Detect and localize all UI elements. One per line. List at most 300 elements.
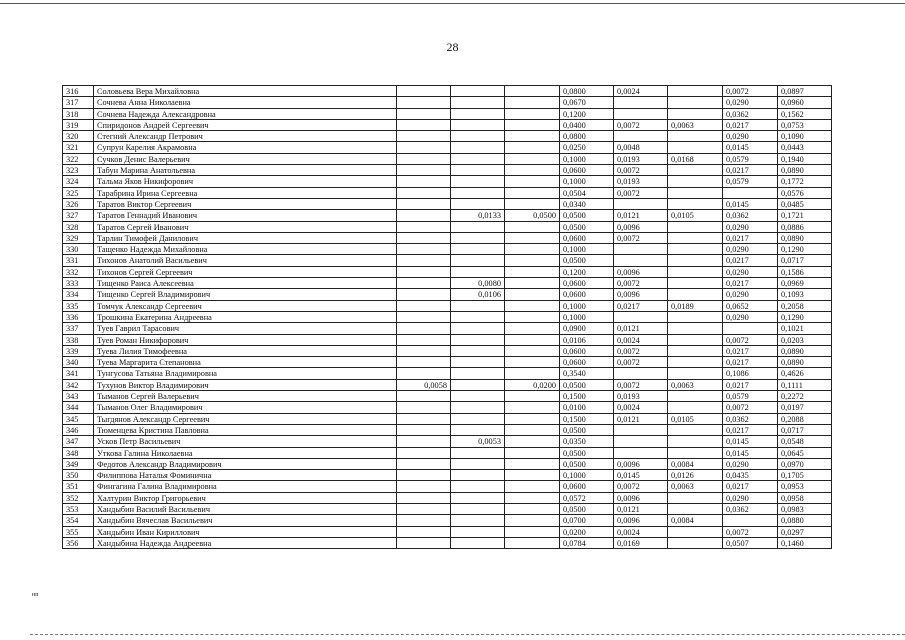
value-cell-col1: [397, 436, 451, 447]
full-name-cell: Соловьева Вера Михайловна: [94, 86, 397, 97]
full-name-cell: Тищенко Сергей Владимирович: [94, 289, 397, 300]
value-cell-col2: [451, 221, 505, 232]
value-cell-col2: [451, 323, 505, 334]
value-cell-col1: [397, 413, 451, 424]
full-name-cell: Тарабрина Ирина Сергеевна: [94, 187, 397, 198]
value-cell-col2: [451, 244, 505, 255]
value-cell-col3: [505, 266, 560, 277]
full-name-cell: Сочнева Надежда Александровна: [94, 108, 397, 119]
value-cell-col2: [451, 142, 505, 153]
table-row: [63, 119, 832, 130]
row-number-cell: 320: [63, 131, 94, 142]
value-cell-col6: [668, 221, 723, 232]
value-cell-col4: 0,1200: [560, 266, 614, 277]
value-cell-col6: [668, 391, 723, 402]
table-row: [63, 300, 832, 311]
total-cell: 0,2088: [778, 413, 832, 424]
value-cell-col7: 0,0290: [723, 221, 778, 232]
value-cell-col3: [505, 232, 560, 243]
value-cell-col5: 0,0096: [614, 266, 668, 277]
value-cell-col2: [451, 391, 505, 402]
value-cell-col1: [397, 131, 451, 142]
value-cell-col1: [397, 368, 451, 379]
full-name-cell: Табун Марина Анатольевна: [94, 165, 397, 176]
table-row: [63, 447, 832, 458]
full-name-cell: Сочнева Анна Николаевна: [94, 97, 397, 108]
table-row: [63, 436, 832, 447]
value-cell-col1: [397, 391, 451, 402]
value-cell-col5: 0,0096: [614, 492, 668, 503]
value-cell-col6: [668, 131, 723, 142]
value-cell-col6: [668, 176, 723, 187]
footer-mark: нп: [32, 592, 39, 598]
value-cell-col3: [505, 413, 560, 424]
value-cell-col3: 0,0200: [505, 379, 560, 390]
value-cell-col7: 0,0217: [723, 119, 778, 130]
full-name-cell: Туева Лилия Тимофеевна: [94, 345, 397, 356]
row-number-cell: 316: [63, 86, 94, 97]
total-cell: 0,0197: [778, 402, 832, 413]
full-name-cell: Туев Гаврил Тарасович: [94, 323, 397, 334]
table-row: [63, 537, 832, 548]
row-number-cell: 346: [63, 424, 94, 435]
value-cell-col4: 0,1000: [560, 244, 614, 255]
value-cell-col2: [451, 402, 505, 413]
row-number-cell: 345: [63, 413, 94, 424]
value-cell-col7: [723, 515, 778, 526]
page-number: 28: [446, 40, 459, 54]
value-cell-col2: [451, 334, 505, 345]
row-number-cell: 348: [63, 447, 94, 458]
value-cell-col5: 0,0024: [614, 86, 668, 97]
row-number-cell: 332: [63, 266, 94, 277]
value-cell-col2: [451, 187, 505, 198]
value-cell-col6: 0,0084: [668, 515, 723, 526]
table-row: [63, 153, 832, 164]
row-number-cell: 336: [63, 311, 94, 322]
value-cell-col5: 0,0121: [614, 503, 668, 514]
value-cell-col4: 0,0800: [560, 86, 614, 97]
table-row: [63, 244, 832, 255]
value-cell-col6: [668, 357, 723, 368]
value-cell-col1: [397, 153, 451, 164]
total-cell: 0,1772: [778, 176, 832, 187]
value-cell-col2: [451, 97, 505, 108]
value-cell-col5: 0,0072: [614, 165, 668, 176]
full-name-cell: Фингагина Галина Владимировна: [94, 481, 397, 492]
value-cell-col4: 0,1500: [560, 413, 614, 424]
table-row: [63, 131, 832, 142]
full-name-cell: Филиппова Наталья Фоминична: [94, 470, 397, 481]
value-cell-col1: [397, 470, 451, 481]
table-row: [63, 503, 832, 514]
full-name-cell: Тыманов Сергей Валерьевич: [94, 391, 397, 402]
value-cell-col4: 0,0784: [560, 537, 614, 548]
value-cell-col1: [397, 86, 451, 97]
value-cell-col5: 0,0145: [614, 470, 668, 481]
total-cell: 0,1721: [778, 210, 832, 221]
total-cell: 0,4626: [778, 368, 832, 379]
row-number-cell: 330: [63, 244, 94, 255]
value-cell-col1: [397, 176, 451, 187]
value-cell-col1: [397, 97, 451, 108]
value-cell-col1: [397, 165, 451, 176]
value-cell-col4: 0,0900: [560, 323, 614, 334]
row-number-cell: 339: [63, 345, 94, 356]
value-cell-col2: [451, 503, 505, 514]
table-row: [63, 345, 832, 356]
value-cell-col4: 0,0504: [560, 187, 614, 198]
value-cell-col3: [505, 244, 560, 255]
total-cell: 0,1111: [778, 379, 832, 390]
value-cell-col3: [505, 97, 560, 108]
value-cell-col4: 0,0600: [560, 232, 614, 243]
full-name-cell: Таратов Виктор Сергеевич: [94, 198, 397, 209]
value-cell-col3: [505, 108, 560, 119]
value-cell-col6: 0,0168: [668, 153, 723, 164]
value-cell-col6: [668, 492, 723, 503]
value-cell-col7: [723, 323, 778, 334]
row-number-cell: 331: [63, 255, 94, 266]
value-cell-col4: 0,0572: [560, 492, 614, 503]
full-name-cell: Хандыбин Вячеслав Васильевич: [94, 515, 397, 526]
value-cell-col5: 0,0072: [614, 357, 668, 368]
table-row: [63, 402, 832, 413]
full-name-cell: Туева Маргарита Степановна: [94, 357, 397, 368]
total-cell: 0,0890: [778, 357, 832, 368]
value-cell-col3: [505, 492, 560, 503]
table-row: [63, 368, 832, 379]
value-cell-col6: 0,0189: [668, 300, 723, 311]
value-cell-col5: [614, 108, 668, 119]
value-cell-col7: 0,0290: [723, 266, 778, 277]
value-cell-col5: 0,0121: [614, 210, 668, 221]
value-cell-col2: [451, 255, 505, 266]
value-cell-col1: [397, 345, 451, 356]
value-cell-col6: [668, 142, 723, 153]
value-cell-col4: 0,0340: [560, 198, 614, 209]
table-row: [63, 391, 832, 402]
value-cell-col6: [668, 345, 723, 356]
table-row: [63, 97, 832, 108]
total-cell: 0,0958: [778, 492, 832, 503]
value-cell-col5: 0,0169: [614, 537, 668, 548]
value-cell-col7: 0,0290: [723, 492, 778, 503]
value-cell-col7: 0,0290: [723, 311, 778, 322]
total-cell: 0,2058: [778, 300, 832, 311]
total-cell: 0,0953: [778, 481, 832, 492]
value-cell-col1: [397, 481, 451, 492]
value-cell-col3: [505, 334, 560, 345]
value-cell-col7: 0,0217: [723, 255, 778, 266]
row-number-cell: 323: [63, 165, 94, 176]
value-cell-col7: 0,0290: [723, 289, 778, 300]
value-cell-col2: [451, 424, 505, 435]
value-cell-col3: [505, 368, 560, 379]
value-cell-col7: 0,0217: [723, 424, 778, 435]
value-cell-col5: [614, 131, 668, 142]
table-row: [63, 221, 832, 232]
value-cell-col5: 0,0024: [614, 402, 668, 413]
row-number-cell: 337: [63, 323, 94, 334]
full-name-cell: Хандыбина Надежда Андреевна: [94, 537, 397, 548]
value-cell-col7: 0,0579: [723, 153, 778, 164]
row-number-cell: 327: [63, 210, 94, 221]
row-number-cell: 319: [63, 119, 94, 130]
value-cell-col7: 0,0072: [723, 334, 778, 345]
row-number-cell: 321: [63, 142, 94, 153]
row-number-cell: 354: [63, 515, 94, 526]
value-cell-col1: [397, 198, 451, 209]
total-cell: 0,0203: [778, 334, 832, 345]
full-name-cell: Халтурин Виктор Григорьевич: [94, 492, 397, 503]
value-cell-col3: [505, 436, 560, 447]
value-cell-col1: [397, 187, 451, 198]
value-cell-col3: [505, 153, 560, 164]
row-number-cell: 351: [63, 481, 94, 492]
value-cell-col5: 0,0072: [614, 345, 668, 356]
value-cell-col1: [397, 458, 451, 469]
table-row: [63, 515, 832, 526]
data-table: [62, 85, 832, 549]
value-cell-col6: [668, 86, 723, 97]
table-row: [63, 108, 832, 119]
full-name-cell: Тыгдянов Александр Сергеевич: [94, 413, 397, 424]
value-cell-col7: 0,0217: [723, 278, 778, 289]
value-cell-col2: [451, 537, 505, 548]
table-row: [63, 357, 832, 368]
total-cell: 0,0897: [778, 86, 832, 97]
value-cell-col7: 0,0217: [723, 165, 778, 176]
value-cell-col3: [505, 357, 560, 368]
value-cell-col4: 0,0600: [560, 165, 614, 176]
total-cell: 0,0890: [778, 345, 832, 356]
row-number-cell: 347: [63, 436, 94, 447]
value-cell-col4: 0,0400: [560, 119, 614, 130]
total-cell: 0,1562: [778, 108, 832, 119]
value-cell-col1: [397, 503, 451, 514]
row-number-cell: 317: [63, 97, 94, 108]
total-cell: 0,0970: [778, 458, 832, 469]
value-cell-col2: [451, 447, 505, 458]
value-cell-col2: [451, 131, 505, 142]
value-cell-col4: 0,0670: [560, 97, 614, 108]
value-cell-col7: 0,0145: [723, 198, 778, 209]
value-cell-col4: 0,1000: [560, 153, 614, 164]
total-cell: 0,0548: [778, 436, 832, 447]
table-row: [63, 266, 832, 277]
row-number-cell: 338: [63, 334, 94, 345]
value-cell-col2: [451, 198, 505, 209]
value-cell-col3: [505, 187, 560, 198]
full-name-cell: Уткова Галина Николаевна: [94, 447, 397, 458]
total-cell: 0,1705: [778, 470, 832, 481]
value-cell-col6: [668, 278, 723, 289]
value-cell-col2: [451, 311, 505, 322]
table-row: [63, 323, 832, 334]
row-number-cell: 326: [63, 198, 94, 209]
value-cell-col6: [668, 97, 723, 108]
row-number-cell: 352: [63, 492, 94, 503]
full-name-cell: Тунгусова Татьяна Владимировна: [94, 368, 397, 379]
value-cell-col4: 0,0250: [560, 142, 614, 153]
full-name-cell: Супрун Карелия Акрамовна: [94, 142, 397, 153]
table-row: [63, 187, 832, 198]
value-cell-col5: 0,0096: [614, 221, 668, 232]
value-cell-col4: 0,0106: [560, 334, 614, 345]
value-cell-col1: 0,0058: [397, 379, 451, 390]
table-row: [63, 232, 832, 243]
row-number-cell: 341: [63, 368, 94, 379]
total-cell: 0,0983: [778, 503, 832, 514]
value-cell-col5: 0,0072: [614, 278, 668, 289]
value-cell-col7: 0,0290: [723, 97, 778, 108]
value-cell-col7: 0,0362: [723, 210, 778, 221]
total-cell: 0,1021: [778, 323, 832, 334]
row-number-cell: 318: [63, 108, 94, 119]
row-number-cell: 324: [63, 176, 94, 187]
table-row: [63, 142, 832, 153]
full-name-cell: Таратов Сергей Иванович: [94, 221, 397, 232]
value-cell-col4: 0,0600: [560, 357, 614, 368]
value-cell-col3: [505, 391, 560, 402]
value-cell-col3: [505, 165, 560, 176]
value-cell-col4: 0,1000: [560, 176, 614, 187]
value-cell-col2: [451, 458, 505, 469]
value-cell-col6: [668, 368, 723, 379]
full-name-cell: Усков Петр Васильевич: [94, 436, 397, 447]
value-cell-col4: 0,0600: [560, 345, 614, 356]
full-name-cell: Стегний Александр Петрович: [94, 131, 397, 142]
value-cell-col4: 0,0800: [560, 131, 614, 142]
row-number-cell: 356: [63, 537, 94, 548]
value-cell-col3: [505, 300, 560, 311]
total-cell: 0,1460: [778, 537, 832, 548]
value-cell-col1: [397, 357, 451, 368]
table-row: [63, 198, 832, 209]
value-cell-col4: 0,1000: [560, 311, 614, 322]
full-name-cell: Тихонов Сергей Сергеевич: [94, 266, 397, 277]
value-cell-col3: [505, 402, 560, 413]
value-cell-col5: 0,0024: [614, 334, 668, 345]
value-cell-col1: [397, 255, 451, 266]
value-cell-col2: [451, 526, 505, 537]
total-cell: 0,1940: [778, 153, 832, 164]
value-cell-col3: [505, 221, 560, 232]
value-cell-col6: [668, 503, 723, 514]
value-cell-col3: [505, 289, 560, 300]
value-cell-col6: [668, 244, 723, 255]
table-row: [63, 255, 832, 266]
value-cell-col4: 0,1500: [560, 391, 614, 402]
row-number-cell: 333: [63, 278, 94, 289]
full-name-cell: Тарлин Тимофей Данилович: [94, 232, 397, 243]
value-cell-col7: 0,0652: [723, 300, 778, 311]
value-cell-col2: 0,0133: [451, 210, 505, 221]
value-cell-col7: 0,0435: [723, 470, 778, 481]
value-cell-col4: 0,1200: [560, 108, 614, 119]
value-cell-col3: [505, 278, 560, 289]
value-cell-col5: [614, 424, 668, 435]
table-body: [63, 86, 832, 549]
total-cell: 0,0969: [778, 278, 832, 289]
full-name-cell: Спиридонов Андрей Сергеевич: [94, 119, 397, 130]
value-cell-col1: [397, 537, 451, 548]
value-cell-col1: [397, 221, 451, 232]
value-cell-col5: 0,0072: [614, 187, 668, 198]
value-cell-col7: 0,0579: [723, 391, 778, 402]
value-cell-col6: 0,0063: [668, 119, 723, 130]
value-cell-col4: 0,0200: [560, 526, 614, 537]
value-cell-col5: 0,0096: [614, 515, 668, 526]
value-cell-col4: 0,0500: [560, 379, 614, 390]
value-cell-col3: [505, 311, 560, 322]
full-name-cell: Тащенко Надежда Михайловна: [94, 244, 397, 255]
value-cell-col2: 0,0106: [451, 289, 505, 300]
table-row: [63, 334, 832, 345]
value-cell-col3: [505, 323, 560, 334]
value-cell-col2: [451, 119, 505, 130]
value-cell-col1: [397, 232, 451, 243]
value-cell-col7: 0,0217: [723, 379, 778, 390]
value-cell-col6: [668, 323, 723, 334]
value-cell-col3: [505, 131, 560, 142]
value-cell-col5: [614, 255, 668, 266]
value-cell-col5: 0,0072: [614, 232, 668, 243]
value-cell-col1: [397, 334, 451, 345]
value-cell-col3: [505, 458, 560, 469]
value-cell-col3: [505, 142, 560, 153]
total-cell: 0,0717: [778, 255, 832, 266]
full-name-cell: Сучков Денис Валерьевич: [94, 153, 397, 164]
total-cell: 0,0576: [778, 187, 832, 198]
total-cell: 0,0886: [778, 221, 832, 232]
value-cell-col4: 0,0600: [560, 289, 614, 300]
row-number-cell: 343: [63, 391, 94, 402]
value-cell-col7: 0,0072: [723, 86, 778, 97]
value-cell-col4: 0,0600: [560, 481, 614, 492]
value-cell-col5: 0,0072: [614, 119, 668, 130]
table-row: [63, 165, 832, 176]
row-number-cell: 325: [63, 187, 94, 198]
value-cell-col3: [505, 86, 560, 97]
value-cell-col1: [397, 492, 451, 503]
value-cell-col3: [505, 345, 560, 356]
value-cell-col1: [397, 289, 451, 300]
row-number-cell: 350: [63, 470, 94, 481]
value-cell-col7: 0,0362: [723, 503, 778, 514]
full-name-cell: Тюменцева Кристина Павловна: [94, 424, 397, 435]
total-cell: 0,0645: [778, 447, 832, 458]
value-cell-col5: 0,0193: [614, 153, 668, 164]
value-cell-col6: [668, 436, 723, 447]
value-cell-col3: [505, 447, 560, 458]
value-cell-col7: 0,0145: [723, 447, 778, 458]
table-row: [63, 210, 832, 221]
value-cell-col1: [397, 266, 451, 277]
bottom-edge-line: [30, 634, 905, 635]
value-cell-col2: [451, 368, 505, 379]
value-cell-col4: 0,0500: [560, 424, 614, 435]
total-cell: 0,1090: [778, 131, 832, 142]
value-cell-col3: [505, 515, 560, 526]
row-number-cell: 344: [63, 402, 94, 413]
value-cell-col2: [451, 470, 505, 481]
table-row: [63, 526, 832, 537]
value-cell-col1: [397, 402, 451, 413]
value-cell-col3: 0,0500: [505, 210, 560, 221]
value-cell-col7: 0,0362: [723, 108, 778, 119]
